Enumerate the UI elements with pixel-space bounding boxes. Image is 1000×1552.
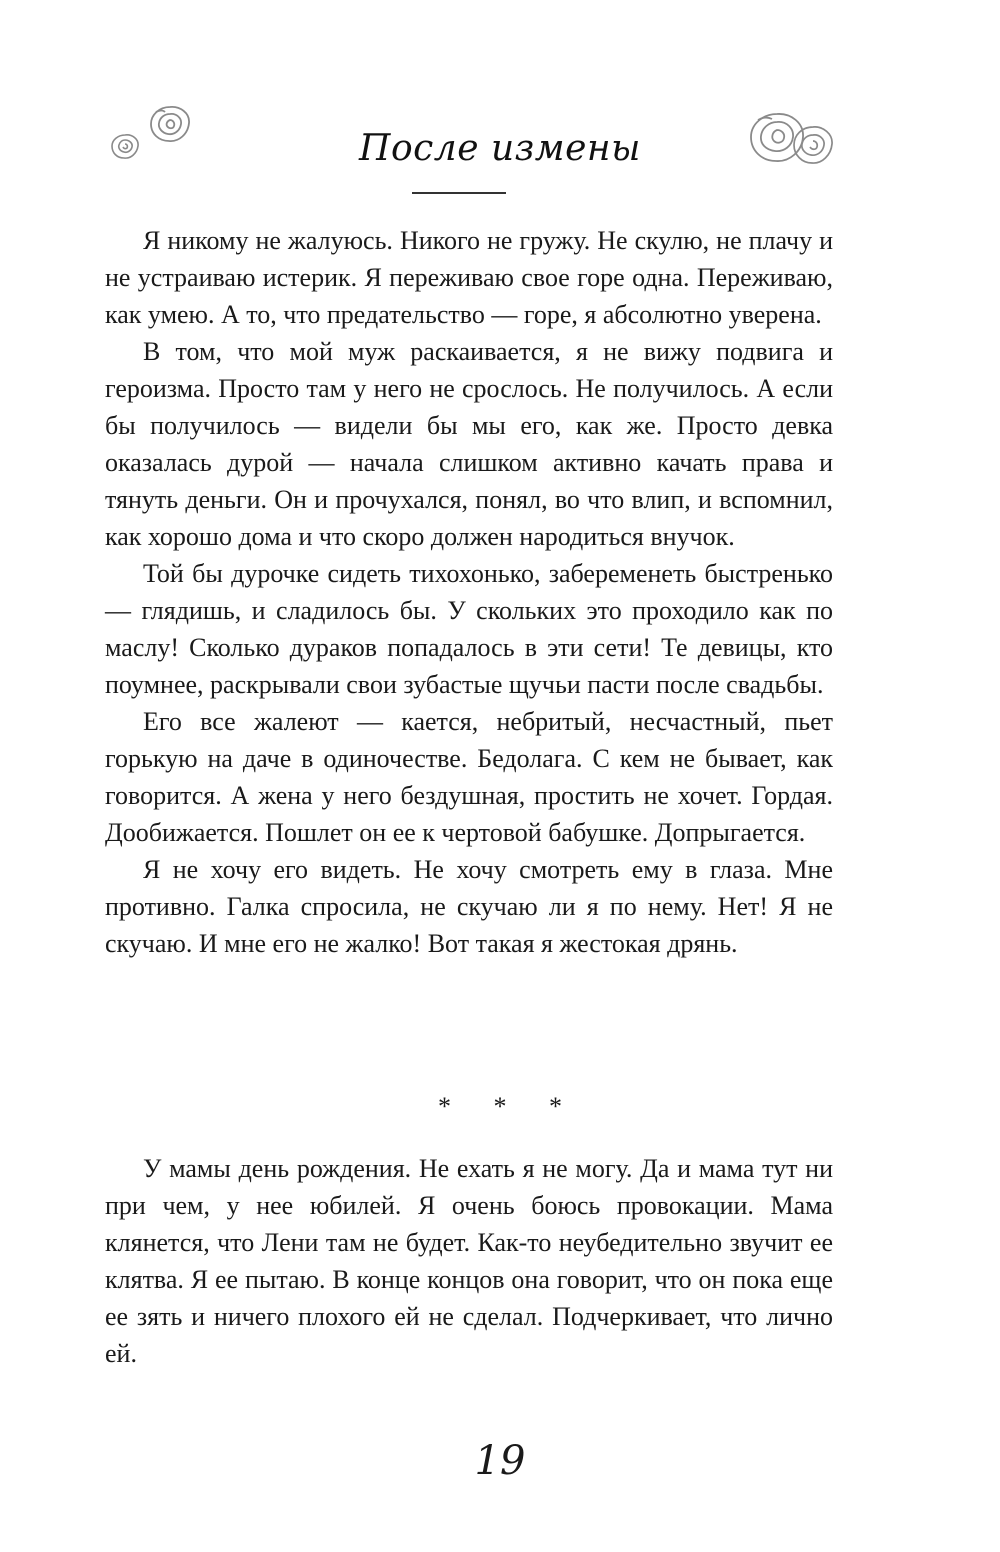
paragraph: Я никому не жалуюсь. Никого не гружу. Не скулю, не плачу и не устраиваю истерик. Я переживаю свое горе одна. Переживаю, как умею. А то, что предательство — горе, я абсолютно уверена.	[105, 226, 833, 329]
paragraph: В том, что мой муж раскаивается, я не вижу подвига и героизма. Просто там у него не срослось. Не получилось. А если бы получилось — видели бы мы его, как же. Просто девка оказалась дурой — начала слишком активно качать права и тянуть деньги. Он и прочухался, понял, во что влип, и вспомнил, как хорошо дома и что скоро должен народиться внучок.	[105, 337, 833, 551]
body-text-block	[105, 1150, 833, 1372]
section-break: * * *	[438, 1092, 580, 1121]
paragraph: Той бы дурочке сидеть тихохонько, забеременеть быстренько — глядишь, и сладилось бы. У скольких это проходило как по маслу! Сколько дураков попадалось в эти сети! Те девицы, кто поумнее, раскрывали свои зубастые щучьи пасти после свадьбы.	[105, 559, 833, 699]
running-header-title: После измены	[359, 128, 641, 169]
paragraph: У мамы день рождения. Не ехать я не могу. Да и мама тут ни при чем, у нее юбилей. Я очень боюсь провокации. Мама клянется, что Лени там не будет. Как-то неубедительно звучит ее клятва. Я ее пытаю. В конце концов она говорит, что он пока еще ее зять и ничего плохого ей не сделал. Подчеркивает, что лично ей.	[105, 1154, 833, 1368]
paragraph: Его все жалеют — кается, небритый, несчастный, пьет горькую на даче в одиночестве. Бедолага. С кем не бывает, как говорится. А жена у него бездушная, простить не хочет. Гордая. Дообижается. Пошлет он ее к чертовой бабушке. Допрыгается.	[105, 707, 833, 847]
body-text-block	[105, 222, 833, 962]
page-number: 19	[474, 1438, 526, 1484]
paragraph: Я не хочу его видеть. Не хочу смотреть ему в глаза. Мне противно. Галка спросила, не скучаю ли я по нему. Нет! Я не скучаю. И мне его не жалко! Вот такая я жестокая дрянь.	[105, 855, 833, 958]
header-divider	[412, 192, 506, 194]
